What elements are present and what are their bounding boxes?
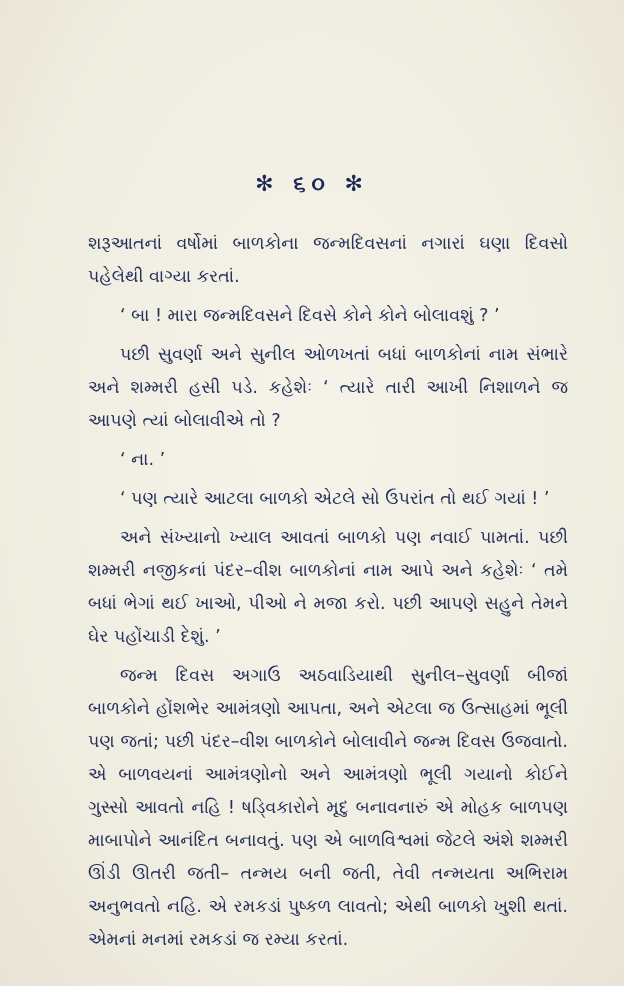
body-text [88, 228, 568, 963]
paragraph-2: ‘ બા ! મારા જન્મદિવસને દિવસે કોને કોને બોલાવશું ? ’ [120, 306, 500, 326]
chapter-heading: ✻ ૬૦ ✻ [255, 172, 369, 197]
paragraph-5: ‘ પણ ત્યારે આટલા બાળકો એટલે સો ઉપરાંત તો થઈ ગયાં ! ’ [120, 489, 550, 509]
paragraph-4: ‘ ના. ’ [120, 450, 166, 470]
paragraph-1: શરૂઆતનાં વર્ષોમાં બાળકોના જન્મદિવસનાં નગારાં ઘણા દિવસો પહેલેથી વાગ્યા કરતાં. [88, 234, 568, 287]
paragraph-3: પછી સુવર્ણા અને સુનીલ ઓળખતાં બધાં બાળકોનાં નામ સંભારે અને શમ્મરી હસી પડે. કહેશેઃ ‘ ત્યારે તારી આખી નિશાળને જ આપણે ત્યાં બોલાવીએ તો ? [88, 345, 568, 431]
paragraph-6: અને સંખ્યાનો ખ્યાલ આવતાં બાળકો પણ નવાઈ પામતાં. પછી શમ્મરી નજીકનાં પંદર–વીશ બાળકોનાં નામ આપે અને કહેશેઃ ‘ તમે બધાં ભેગાં થઈ ખાઓ, પીઓ ને મજા કરો. પછી આપણે સહુને તેમને ઘેર પહોંચાડી દેશું. ’ [88, 528, 568, 647]
paragraph-7: જન્મ દિવસ અગાઉ અઠવાડિયાથી સુનીલ–સુવર્ણા બીજાં બાળકોને હોંશભેર આમંત્રણો આપતા, અને એટલા જ ઉત્સાહમાં ભૂલી પણ જતાં; પછી પંદર–વીશ બાળકોને બોલાવીને જન્મ દિવસ ઉજવાતો. એ બાળવયનાં આમંત્રણોનો અને આમંત્રણો ભૂલી ગયાનો કોઈને ગુસ્સો આવતો નહિ ! ષડ્વિકારોને મૃદુ બનાવનારું એ મોહક બાળપણ માબાપોને આનંદિત બનાવતું. પણ એ બાળવિશ્વમાં જેટલે અંશે શમ્મરી ઊંડી ઊતરી જતી– તન્મય બની જતી, તેવી તન્મયતા અભિરામ અનુભવતો નહિ. એ રમકડાં પુષ્કળ લાવતો; એથી બાળકો ખુશી થતાં. એમનાં મનમાં રમકડાં જ રમ્યા કરતાં. [88, 666, 568, 950]
